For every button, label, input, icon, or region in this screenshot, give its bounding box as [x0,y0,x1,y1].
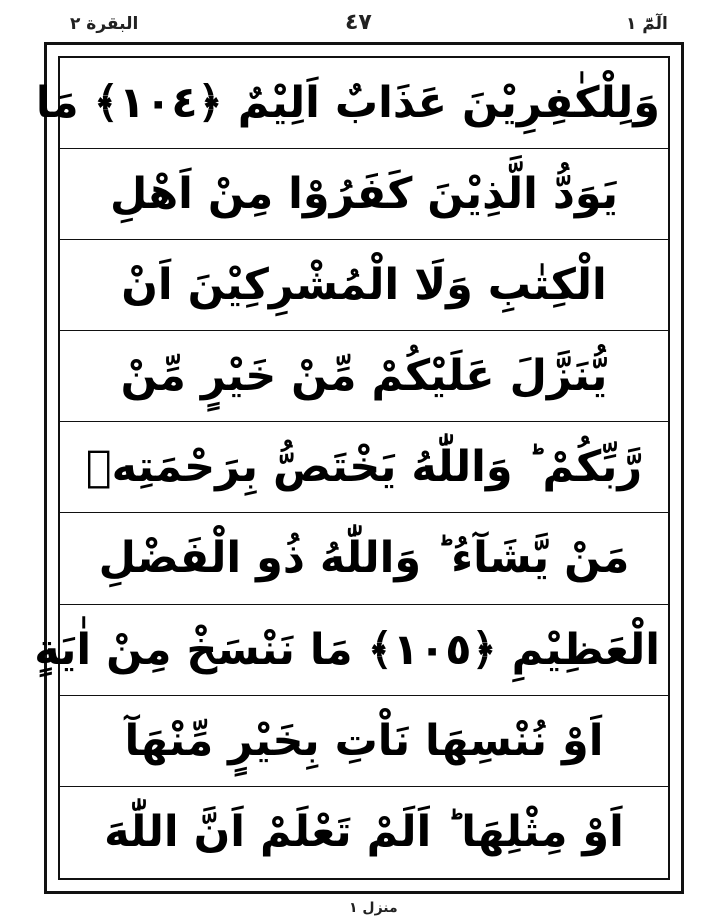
verse-text-block [34,58,668,878]
verse-line: مَنْ يَّشَآءُ ؕ وَاللّٰهُ ذُو الْفَضْلِ [60,513,668,604]
page-number: ٤٧ [345,10,372,35]
surah-name-label: البقرة ٢ [70,14,139,34]
verse-line: وَلِلْكٰفِرِيْنَ عَذَابٌ اَلِيْمٌ ﴿١٠٤﴾ مَا [60,58,668,149]
juz-name-label: الٓمّٓ ١ [626,14,668,34]
verse-line: اَوْ نُنْسِهَا نَاْتِ بِخَيْرٍ مِّنْهَآ [60,696,668,787]
verse-line: الْعَظِيْمِ ﴿١٠٥﴾ مَا نَنْسَخْ مِنْ اٰيَةٍ [60,605,668,696]
verse-line: اَوْ مِثْلِهَا ؕ اَلَمْ تَعْلَمْ اَنَّ اللّٰهَ [104,806,624,857]
manzil-label: منزل ١ [349,900,398,916]
verse-line: يُّنَزَّلَ عَلَيْكُمْ مِّنْ خَيْرٍ مِّنْ [60,331,668,422]
verse-line: رَّبِّكُمْ ؕ وَاللّٰهُ يَخْتَصُّ بِرَحْمَتِهٖ [60,422,668,513]
verse-line: يَوَدُّ الَّذِيْنَ كَفَرُوْا مِنْ اَهْلِ [60,149,668,240]
verse-line: الْكِتٰبِ وَلَا الْمُشْرِكِيْنَ اَنْ [60,240,668,331]
